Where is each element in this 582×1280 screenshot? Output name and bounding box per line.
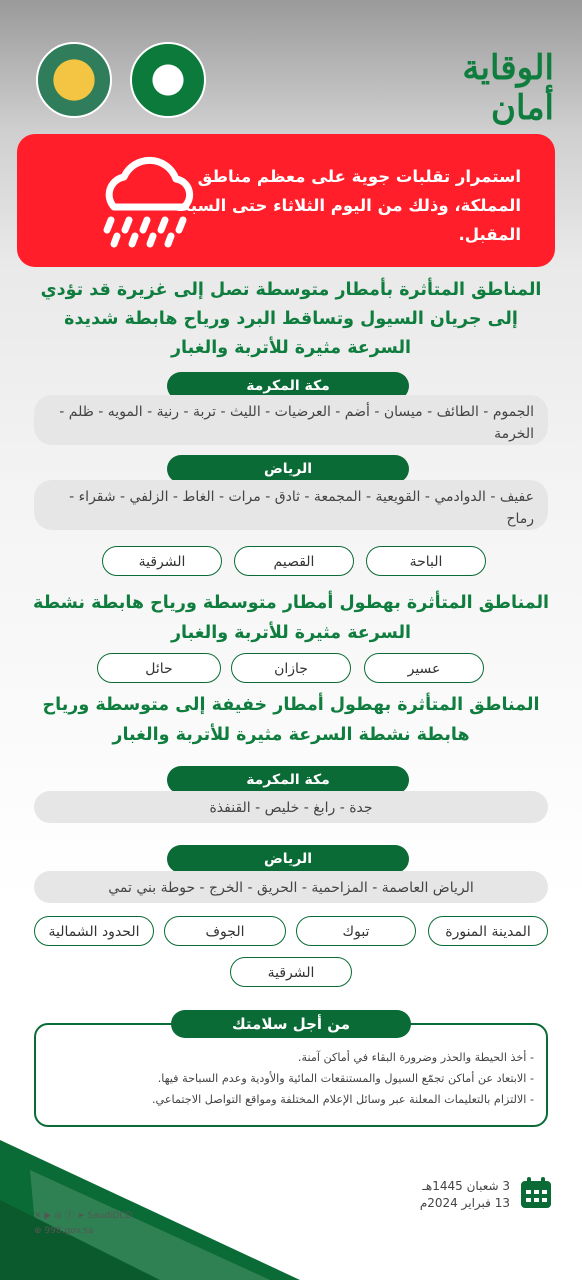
safety-item: - أخذ الحيطة والحذر وضرورة البقاء في أماكن آمنة. [297, 1051, 534, 1064]
ministry-logo [130, 42, 206, 118]
social-handles [34, 1208, 133, 1221]
calendar-icon [519, 1176, 553, 1210]
instagram-icon[interactable]: ◎ [54, 1211, 63, 1221]
civil-defense-logo [36, 42, 112, 118]
safety-list [44, 1047, 534, 1110]
region-button[interactable]: حائل [97, 653, 221, 683]
region-button[interactable]: الشرقية [230, 957, 352, 987]
youtube-icon[interactable]: ▶ [44, 1211, 52, 1221]
brand-title: الوقاية أمان [462, 48, 554, 128]
x-icon[interactable]: ✕ [34, 1211, 42, 1221]
safety-box [34, 1023, 548, 1127]
section3-riyadh-label: الرياض [167, 845, 409, 873]
safety-title: من أجل سلامتك [171, 1010, 411, 1038]
section3-makkah-label: مكة المكرمة [167, 766, 409, 794]
region-button[interactable]: عسير [364, 653, 484, 683]
header-logos [36, 38, 216, 128]
region-button[interactable]: تبوك [296, 916, 416, 946]
safety-item: - الالتزام بالتعليمات المعلنة عبر وسائل الإعلام المختلفة ومواقع التواصل الاجتماعي. [152, 1093, 534, 1106]
section1-title: المناطق المتأثرة بأمطار متوسطة تصل إلى غزيرة قد تؤدي إلى جريان السيول وتساقط البرد ورياح هابطة شديدة السرعة مثيرة للأتربة والغبار [40, 280, 542, 358]
region-button[interactable]: الشرقية [102, 546, 222, 576]
region-button[interactable]: الجوف [164, 916, 286, 946]
website[interactable] [34, 1226, 93, 1236]
section3-title: المناطق المتأثرة بهطول أمطار خفيفة إلى متوسطة ورياح هابطة نشطة السرعة مثيرة للأتربة والغبار [42, 695, 540, 745]
gregorian-date: 13 فبراير 2024م [419, 1196, 510, 1210]
alert-text: استمرار تقلبات جوية على معظم مناطق المملكة، وذلك من اليوم الثلاثاء حتى السبت المقبل. [173, 167, 521, 244]
section1-riyadh-label: الرياض [167, 455, 409, 483]
region-button[interactable]: الحدود الشمالية [34, 916, 154, 946]
section1-makkah-cities: الجموم - الطائف - ميسان - أضم - العرضيات - الليث - تربة - رنية - المويه - ظلم - الخرمة [34, 395, 548, 445]
section1-riyadh-cities: عفيف - الدوادمي - القويعية - المجمعة - ثادق - مرات - الغاط - الزلفي - شقراء - رماح [34, 480, 548, 530]
website-url: 998.gov.sa [44, 1226, 94, 1236]
weather-alert-banner [17, 134, 555, 267]
region-button[interactable]: المدينة المنورة [428, 916, 548, 946]
facebook-icon[interactable]: ⓕ [64, 1211, 74, 1221]
globe-icon: ⊕ [34, 1226, 42, 1236]
section1-makkah-label: مكة المكرمة [167, 372, 409, 400]
region-button[interactable]: جازان [231, 653, 351, 683]
region-button[interactable]: الباحة [366, 546, 486, 576]
section3-makkah-cities: جدة - رابغ - خليص - القنفذة [34, 791, 548, 823]
telegram-icon[interactable]: ➤ [76, 1211, 85, 1221]
safety-item: - الابتعاد عن أماكن تجمّع السيول والمستنقعات المائية والأودية وعدم السباحة فيها. [157, 1072, 534, 1085]
region-button[interactable]: القصيم [234, 546, 354, 576]
hijri-date: 3 شعبان 1445هـ [422, 1179, 510, 1193]
social-handle: SaudiDCD [87, 1211, 133, 1221]
section3-riyadh-cities: الرياض العاصمة - المزاحمية - الحريق - الخرج - حوطة بني تمي [34, 871, 548, 903]
section2-title: المناطق المتأثرة بهطول أمطار متوسطة ورياح هابطة نشطة السرعة مثيرة للأتربة والغبار [32, 593, 550, 643]
